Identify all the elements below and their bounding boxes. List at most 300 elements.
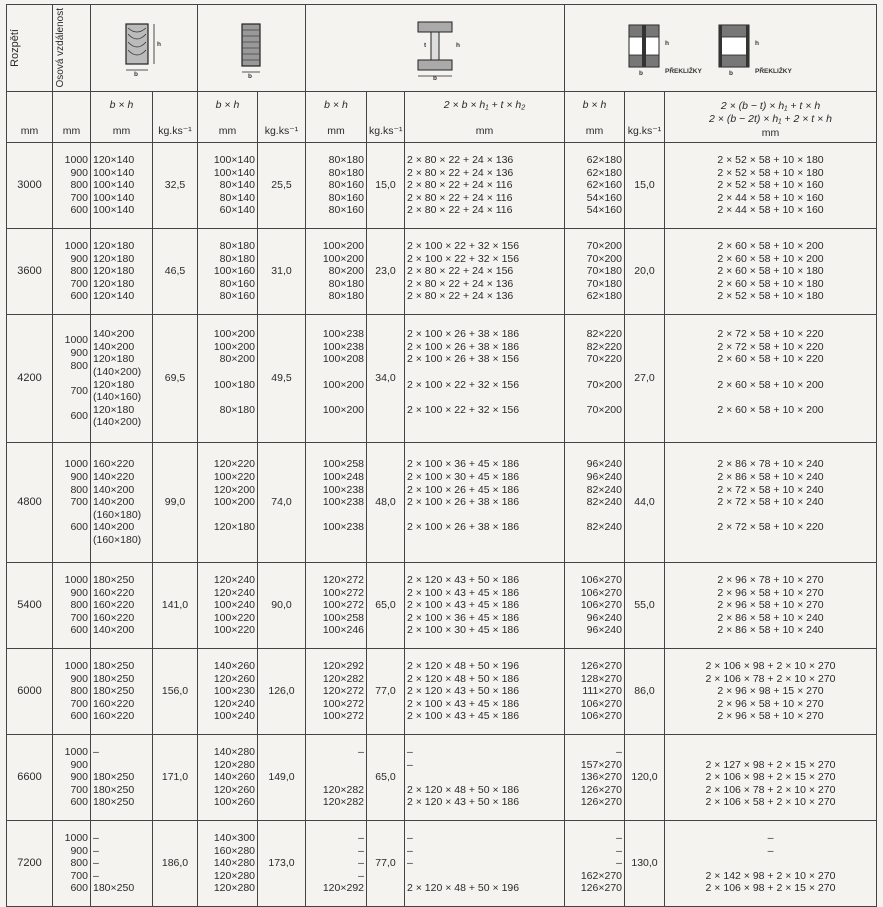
- ibeam_bh-value: 100×272: [322, 697, 364, 710]
- spacings-value: 800: [70, 599, 88, 612]
- solid-cell: [91, 735, 153, 821]
- ibeam_bh-value: 100×246: [322, 624, 364, 637]
- glulam-value: 100×200: [213, 496, 255, 509]
- box_bh-value: 106×270: [580, 697, 622, 710]
- box_formula-value: 2 × 60 × 58 + 10 × 200: [717, 378, 824, 391]
- solid-cell: [91, 229, 153, 315]
- glulam-cell: [198, 315, 258, 443]
- ibeam_bh-cell: [306, 735, 367, 821]
- glulam-value: 100×160: [213, 265, 255, 278]
- span-cell: 3000: [7, 143, 53, 229]
- solid-value: 160×220: [93, 599, 135, 612]
- solid-value: –: [93, 746, 99, 759]
- glulam-value: 120×240: [213, 697, 255, 710]
- ibeam_formula-value: 2 × 120 × 43 + 50 × 186: [407, 685, 520, 698]
- ibeam_bh-cell: [306, 229, 367, 315]
- box_load-cell: 130,0: [625, 821, 665, 907]
- box_bh-value: –: [616, 857, 622, 870]
- box_formula-value: 2 × 72 × 58 + 10 × 220: [717, 328, 824, 341]
- box_formula-value: [667, 416, 874, 429]
- solid-value: 180×250: [93, 574, 135, 587]
- box_formula-value: [667, 509, 874, 522]
- ibeam_formula-cell: [405, 563, 565, 649]
- box_formula-value: 2 × 106 × 78 + 2 × 10 × 270: [705, 783, 836, 796]
- box_bh-value: 62×160: [586, 179, 622, 192]
- box_formula-value: 2 × 60 × 58 + 10 × 200: [717, 240, 824, 253]
- box_bh-value: 62×180: [586, 290, 622, 303]
- table-row: [7, 649, 877, 735]
- ibeam_formula-value: [407, 870, 562, 883]
- glulam_load-cell: 74,0: [258, 443, 306, 563]
- ibeam_formula-value: 2 × 100 × 26 + 45 × 186: [407, 483, 520, 496]
- unit-solid-load: kg.ks⁻¹: [153, 92, 198, 143]
- ibeam_bh-value: [308, 759, 364, 772]
- glulam-value: 60×140: [219, 204, 255, 217]
- spacings-value: 600: [70, 710, 88, 723]
- solid_load-cell: 46,5: [153, 229, 198, 315]
- box_bh-value: 106×270: [580, 599, 622, 612]
- box_bh-value: 96×240: [586, 611, 622, 624]
- ibeam_bh-value: 100×238: [322, 496, 364, 509]
- table-row: [7, 443, 877, 563]
- solid-value: 120×180: [93, 252, 135, 265]
- box_bh-value: 96×240: [586, 471, 622, 484]
- spacings-value: 900: [70, 471, 88, 484]
- ibeam_formula-value: 2 × 80 × 22 + 24 × 136: [407, 154, 514, 167]
- box_formula-cell: [665, 735, 877, 821]
- box_formula-cell: [665, 443, 877, 563]
- ibeam_bh-value: –: [358, 844, 364, 857]
- ibeam_formula-value: 2 × 100 × 36 + 45 × 186: [407, 611, 520, 624]
- box_bh-cell: [565, 143, 625, 229]
- ibeam_formula-value: 2 × 100 × 43 + 45 × 186: [407, 710, 520, 723]
- ibeam_load-cell: 34,0: [367, 315, 405, 443]
- glulam-value: 100×200: [213, 328, 255, 341]
- spacings-value: 900: [70, 844, 88, 857]
- box_bh-value: [567, 416, 622, 429]
- ibeam_formula-value: 2 × 80 × 22 + 24 × 156: [407, 265, 514, 278]
- solid-value: –: [93, 844, 99, 857]
- solid-value: 120×180: [93, 265, 135, 278]
- ibeam_bh-value: 100×238: [322, 483, 364, 496]
- spacings-value: 1000: [64, 574, 88, 587]
- glulam-value: 80×140: [219, 179, 255, 192]
- spacings-value: 800: [70, 857, 88, 870]
- svg-text:h: h: [456, 42, 460, 49]
- svg-text:PŘEKLIŽKY: PŘEKLIŽKY: [664, 68, 702, 75]
- solid-value: 120×180: [93, 277, 135, 290]
- box_load-cell: 20,0: [625, 229, 665, 315]
- glulam-value: 120×240: [213, 574, 255, 587]
- glulam-value: 80×180: [219, 403, 255, 416]
- box_bh-value: 54×160: [586, 204, 622, 217]
- glulam_load-cell: 49,5: [258, 315, 306, 443]
- ibeam_formula-value: 2 × 100 × 26 + 38 × 186: [407, 340, 520, 353]
- svg-text:h: h: [754, 40, 759, 47]
- ibeam_load-cell: 77,0: [367, 649, 405, 735]
- ibeam_formula-value: 2 × 120 × 48 + 50 × 196: [407, 660, 520, 673]
- box_bh-cell: [565, 443, 625, 563]
- solid-value: (160×180): [93, 508, 142, 521]
- spacings-value: [55, 509, 88, 522]
- box_load-cell: 15,0: [625, 143, 665, 229]
- spacings-value: 700: [70, 191, 88, 204]
- box_bh-value: 70×200: [586, 378, 622, 391]
- ibeam_bh-value: 100×272: [322, 710, 364, 723]
- ibeam_bh-value: 80×160: [328, 179, 364, 192]
- beam-table-sheet: [6, 4, 876, 895]
- box_formula-cell: [665, 315, 877, 443]
- ibeam_bh-value: 120×272: [322, 574, 364, 587]
- glulam-value: 100×260: [213, 796, 255, 809]
- box_formula-value: 2 × 106 × 98 + 2 × 15 × 270: [705, 882, 836, 895]
- solid-value: 140×200: [93, 624, 135, 637]
- solid-cell: [91, 315, 153, 443]
- ibeam_bh-value: [308, 534, 364, 547]
- box_formula-value: 2 × 72 × 58 + 10 × 240: [717, 496, 824, 509]
- ibeam_bh-value: 80×200: [328, 265, 364, 278]
- table-row: [7, 563, 877, 649]
- box_bh-cell: [565, 735, 625, 821]
- ibeam_formula-value: 2 × 80 × 22 + 24 × 116: [407, 204, 513, 217]
- ibeam_bh-value: 120×282: [322, 783, 364, 796]
- box_bh-value: 136×270: [580, 771, 622, 784]
- box_formula-value: 2 × 60 × 58 + 10 × 200: [717, 252, 824, 265]
- box_bh-value: 106×270: [580, 574, 622, 587]
- glulam_load-cell: 90,0: [258, 563, 306, 649]
- solid-value: 140×200: [93, 483, 135, 496]
- box_formula-value: [667, 366, 874, 379]
- box_bh-value: 128×270: [580, 672, 622, 685]
- ibeam_formula-cell: [405, 229, 565, 315]
- glulam-value: 120×280: [213, 758, 255, 771]
- table-row: [7, 143, 877, 229]
- solid-value: 120×180: [93, 403, 135, 416]
- unit-box-formula: 2 × (b − t) × h₁ + t × h 2 × (b − 2t) × h₁ + 2 × t × h mm: [665, 92, 877, 143]
- ibeam_formula-value: 2 × 100 × 22 + 32 × 156: [407, 252, 520, 265]
- glulam-value: 80×200: [219, 353, 255, 366]
- box_formula-value: 2 × 60 × 58 + 10 × 220: [717, 353, 824, 366]
- ibeam_bh-value: [308, 771, 364, 784]
- box_formula-value: 2 × 106 × 98 + 2 × 15 × 270: [705, 771, 836, 784]
- spacings-value: 700: [70, 611, 88, 624]
- ibeam_bh-value: –: [358, 857, 364, 870]
- glulam-value: 120×260: [213, 783, 255, 796]
- ibeam_formula-value: –: [407, 857, 413, 870]
- ibeam_formula-value: 2 × 80 × 22 + 24 × 116: [407, 191, 513, 204]
- ibeam_formula-value: 2 × 100 × 36 + 45 × 186: [407, 458, 520, 471]
- glulam-value: 100×220: [213, 611, 255, 624]
- box_formula-value: 2 × 52 × 58 + 10 × 160: [717, 179, 824, 192]
- ibeam_bh-value: 100×200: [322, 252, 364, 265]
- glulam_load-cell: 173,0: [258, 821, 306, 907]
- box_formula-value: [667, 391, 874, 404]
- box_formula-cell: [665, 229, 877, 315]
- ibeam_formula-value: 2 × 80 × 22 + 24 × 116: [407, 179, 513, 192]
- box_bh-value: 70×200: [586, 240, 622, 253]
- spacings-value: 600: [70, 521, 88, 534]
- span-cell: 3600: [7, 229, 53, 315]
- ibeam_bh-value: 100×258: [322, 611, 364, 624]
- box_bh-value: 96×240: [586, 458, 622, 471]
- solid-value: 100×140: [93, 179, 135, 192]
- spacings-value: 600: [70, 624, 88, 637]
- ibeam_bh-cell: [306, 563, 367, 649]
- solid-value: 100×140: [93, 204, 135, 217]
- box_formula-value: 2 × 60 × 58 + 10 × 180: [717, 277, 824, 290]
- ibeam_formula-cell: [405, 143, 565, 229]
- glulam-cell: [198, 229, 258, 315]
- spacings-value: 1000: [64, 334, 88, 347]
- glulam-value: 120×220: [213, 458, 255, 471]
- box_bh-value: 70×200: [586, 252, 622, 265]
- ibeam_bh-value: 100×200: [322, 378, 364, 391]
- spacings-value: 700: [70, 496, 88, 509]
- box_bh-cell: [565, 649, 625, 735]
- spacings-cell: [53, 735, 91, 821]
- ibeam_formula-value: [407, 509, 562, 522]
- box-beam-section-icon: [621, 17, 821, 79]
- table-row: [7, 735, 877, 821]
- spacings-value: 900: [70, 252, 88, 265]
- ibeam_bh-value: 80×180: [328, 166, 364, 179]
- box_formula-value: 2 × 86 × 58 + 10 × 240: [717, 624, 824, 637]
- glulam-value: [200, 416, 255, 429]
- box_formula-value: 2 × 86 × 58 + 10 × 240: [717, 471, 824, 484]
- box_formula-value: 2 × 52 × 58 + 10 × 180: [717, 290, 824, 303]
- unit-box-bh: b × h mm: [565, 92, 625, 143]
- box_formula-value: 2 × 72 × 58 + 10 × 220: [717, 521, 824, 534]
- ibeam_formula-value: –: [407, 832, 413, 845]
- ibeam_load-cell: 77,0: [367, 821, 405, 907]
- ibeam_formula-value: 2 × 100 × 30 + 45 × 186: [407, 624, 520, 637]
- glulam-cell: [198, 443, 258, 563]
- glulam-value: 100×140: [213, 154, 255, 167]
- spacings-cell: [53, 563, 91, 649]
- ibeam_bh-value: 100×272: [322, 586, 364, 599]
- ibeam_formula-value: 2 × 100 × 22 + 32 × 156: [407, 403, 520, 416]
- ibeam_formula-value: 2 × 120 × 48 + 50 × 186: [407, 672, 520, 685]
- solid-value: 180×250: [93, 783, 135, 796]
- ibeam_formula-cell: [405, 443, 565, 563]
- beam-dimension-table: [6, 4, 877, 907]
- box_bh-value: [567, 534, 622, 547]
- svg-text:h: h: [157, 41, 161, 48]
- solid-value: –: [93, 869, 99, 882]
- box_bh-value: [567, 391, 622, 404]
- box_formula-value: 2 × 96 × 78 + 10 × 270: [717, 574, 824, 587]
- glulam-value: [200, 509, 255, 522]
- box_formula-cell: [665, 143, 877, 229]
- solid-value: (140×160): [93, 391, 142, 404]
- span-cell: 6000: [7, 649, 53, 735]
- ibeam_formula-value: [407, 366, 562, 379]
- glulam-value: 140×260: [213, 771, 255, 784]
- box_formula-value: 2 × 72 × 58 + 10 × 240: [717, 483, 824, 496]
- ibeam_formula-value: 2 × 100 × 26 + 38 × 186: [407, 496, 520, 509]
- box_bh-value: 70×200: [586, 403, 622, 416]
- glulam-cell: [198, 735, 258, 821]
- span-cell: 4800: [7, 443, 53, 563]
- solid-value: 140×200: [93, 328, 135, 341]
- box_bh-value: –: [616, 844, 622, 857]
- glulam-section-icon: [227, 18, 277, 78]
- solid-cell: [91, 143, 153, 229]
- box_formula-value: 2 × 96 × 58 + 10 × 270: [717, 599, 824, 612]
- glulam-value: 100×180: [213, 378, 255, 391]
- solid-value: –: [93, 832, 99, 845]
- box_formula-value: 2 × 44 × 58 + 10 × 160: [717, 191, 824, 204]
- glulam-value: 100×230: [213, 685, 255, 698]
- glulam-value: [200, 391, 255, 404]
- ibeam_bh-value: –: [358, 869, 364, 882]
- ibeam_formula-value: 2 × 120 × 48 + 50 × 186: [407, 783, 520, 796]
- unit-box-load: kg.ks⁻¹: [625, 92, 665, 143]
- glulam-value: 100×220: [213, 471, 255, 484]
- solid-value: 180×250: [93, 882, 135, 895]
- ibeam_bh-cell: [306, 143, 367, 229]
- ibeam_bh-value: 100×248: [322, 471, 364, 484]
- ibeam_bh-value: 80×180: [328, 290, 364, 303]
- ibeam_bh-value: [308, 416, 364, 429]
- solid_load-cell: 69,5: [153, 315, 198, 443]
- box_formula-value: 2 × 44 × 58 + 10 × 160: [717, 204, 824, 217]
- solid-value: 140×200: [93, 340, 135, 353]
- solid-value: 160×220: [93, 697, 135, 710]
- spacings-value: 1000: [64, 240, 88, 253]
- box_formula-value: 2 × 127 × 98 + 2 × 15 × 270: [705, 758, 836, 771]
- box_formula-value: 2 × 106 × 98 + 2 × 10 × 270: [705, 660, 836, 673]
- box_bh-value: 70×220: [586, 353, 622, 366]
- glulam-cell: [198, 563, 258, 649]
- box_bh-value: 106×270: [580, 586, 622, 599]
- solid_load-cell: 171,0: [153, 735, 198, 821]
- spacings-value: 700: [70, 783, 88, 796]
- ibeam-section-icon: [400, 16, 470, 80]
- box_formula-value: –: [767, 844, 774, 857]
- ibeam_formula-value: –: [407, 844, 413, 857]
- spacings-value: 800: [70, 359, 88, 372]
- ibeam_formula-value: 2 × 100 × 22 + 32 × 156: [407, 240, 520, 253]
- box_bh-value: 126×270: [580, 660, 622, 673]
- glulam-value: 80×160: [219, 290, 255, 303]
- box_formula-cell: [665, 649, 877, 735]
- box_bh-value: 162×270: [580, 869, 622, 882]
- ibeam_formula-value: 2 × 100 × 26 + 38 × 156: [407, 353, 520, 366]
- solid-value: 160×220: [93, 458, 135, 471]
- box_load-cell: 86,0: [625, 649, 665, 735]
- spacings-value: 600: [70, 204, 88, 217]
- solid-value: 120×140: [93, 154, 135, 167]
- ibeam_bh-value: [308, 366, 364, 379]
- box_formula-value: 2 × 52 × 58 + 10 × 180: [717, 166, 824, 179]
- glulam-value: [200, 366, 255, 379]
- box_bh-value: 82×240: [586, 496, 622, 509]
- units-row: [7, 92, 877, 143]
- ibeam_bh-value: 100×208: [322, 353, 364, 366]
- spacings-value: 800: [70, 179, 88, 192]
- solid-value: 120×140: [93, 290, 135, 303]
- spacings-value: 900: [70, 771, 88, 784]
- glulam_load-cell: 149,0: [258, 735, 306, 821]
- solid-value: 160×220: [93, 611, 135, 624]
- ibeam_load-cell: 48,0: [367, 443, 405, 563]
- box_formula-cell: [665, 563, 877, 649]
- box_bh-value: [567, 509, 622, 522]
- ibeam_bh-value: 120×272: [322, 685, 364, 698]
- unit-glulam-load: kg.ks⁻¹: [258, 92, 306, 143]
- box_bh-value: 82×240: [586, 483, 622, 496]
- solid-value: 100×140: [93, 191, 135, 204]
- spacings-value: 600: [70, 290, 88, 303]
- ibeam_formula-value: 2 × 120 × 43 + 50 × 186: [407, 796, 520, 809]
- solid-value: 180×250: [93, 672, 135, 685]
- ibeam_formula-value: 2 × 80 × 22 + 24 × 136: [407, 277, 514, 290]
- solid_load-cell: 156,0: [153, 649, 198, 735]
- box_load-cell: 55,0: [625, 563, 665, 649]
- box_bh-value: 62×180: [586, 166, 622, 179]
- unit-span: mm: [7, 92, 53, 143]
- table-row: [7, 229, 877, 315]
- solid-section-icon: [114, 18, 174, 78]
- solid_load-cell: 141,0: [153, 563, 198, 649]
- ibeam_bh-value: 100×272: [322, 599, 364, 612]
- box_bh-cell: [565, 563, 625, 649]
- span-header: Rozpětí: [7, 5, 53, 92]
- solid_load-cell: 99,0: [153, 443, 198, 563]
- ibeam_bh-value: 100×200: [322, 403, 364, 416]
- solid-value: 120×180: [93, 353, 135, 366]
- glulam-value: 80×180: [219, 240, 255, 253]
- ibeam_bh-cell: [306, 315, 367, 443]
- unit-solid-bh: b × h mm: [91, 92, 153, 143]
- box_bh-value: 111×270: [582, 685, 622, 698]
- glulam-value: 100×240: [213, 710, 255, 723]
- ibeam_bh-value: 120×282: [322, 672, 364, 685]
- table-row: [7, 315, 877, 443]
- box_bh-value: 126×270: [580, 882, 622, 895]
- glulam-value: 140×300: [213, 832, 255, 845]
- ibeam_bh-cell: [306, 443, 367, 563]
- glulam-value: 160×280: [213, 844, 255, 857]
- solid-timber-diagram: [91, 5, 198, 92]
- solid-value: 180×250: [93, 685, 135, 698]
- svg-text:b: b: [638, 70, 643, 77]
- ibeam_load-cell: 23,0: [367, 229, 405, 315]
- svg-text:t: t: [424, 42, 427, 49]
- box_bh-value: 54×160: [586, 191, 622, 204]
- ibeam_formula-value: 2 × 100 × 43 + 45 × 186: [407, 586, 520, 599]
- box_formula-value: 2 × 96 × 98 + 15 × 270: [717, 685, 824, 698]
- glulam-cell: [198, 649, 258, 735]
- box_formula-value: [667, 534, 874, 547]
- ibeam_bh-value: 80×180: [328, 154, 364, 167]
- box_bh-value: 106×270: [580, 710, 622, 723]
- solid-value: 140×200: [93, 521, 135, 534]
- glulam-value: 120×180: [213, 521, 255, 534]
- ibeam_formula-value: –: [407, 746, 413, 759]
- box_load-cell: 27,0: [625, 315, 665, 443]
- box_bh-value: 82×220: [586, 340, 622, 353]
- spacings-value: 800: [70, 483, 88, 496]
- solid-value: (140×200): [93, 365, 142, 378]
- svg-text:b: b: [433, 75, 437, 80]
- box_load-cell: 44,0: [625, 443, 665, 563]
- spacings-cell: [53, 143, 91, 229]
- spacings-cell: [53, 315, 91, 443]
- glulam-value: 100×240: [213, 599, 255, 612]
- solid_load-cell: 32,5: [153, 143, 198, 229]
